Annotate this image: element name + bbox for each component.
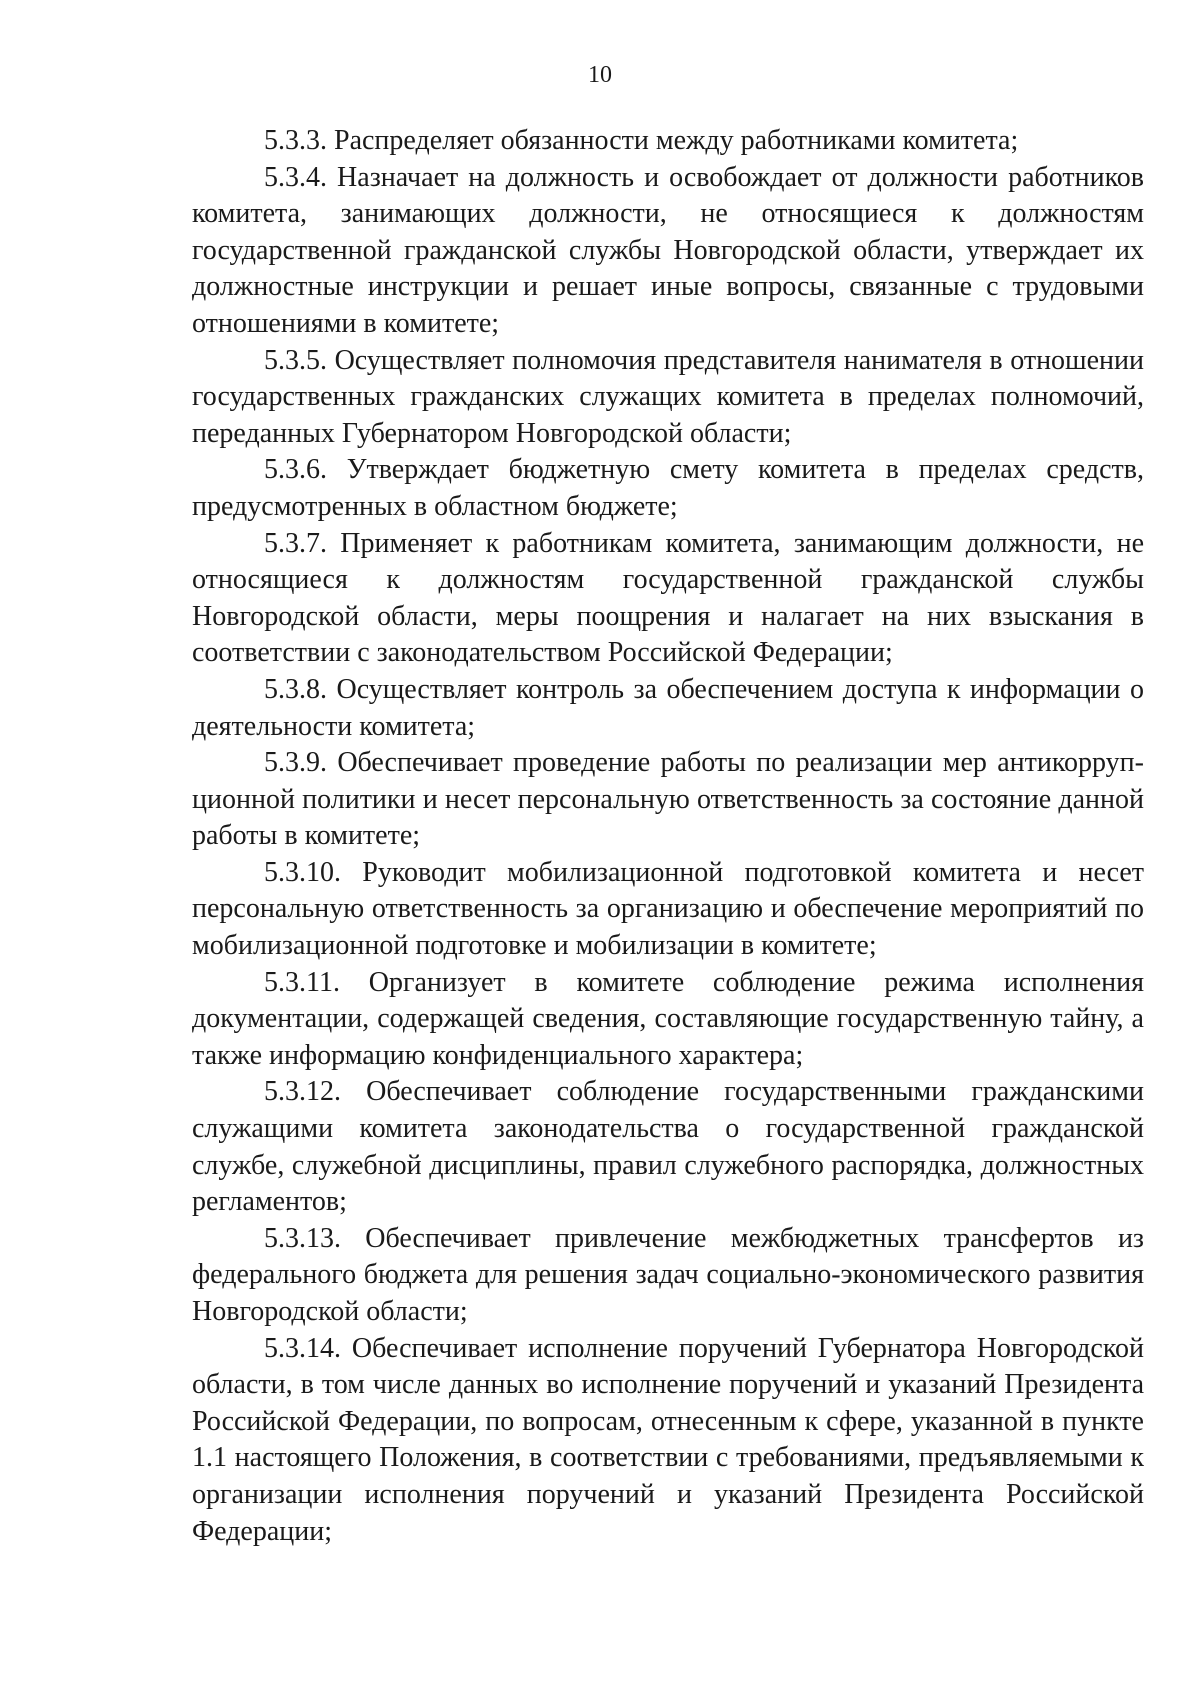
paragraph-5-3-5: 5.3.5. Осуществляет полномочия представителя нанимателя в отношении государственных гражданских служащих комитета в пределах полномочий, переданных Губернатором Новгородской области; [192,344,1144,449]
paragraph-5-3-14: 5.3.14. Обеспечивает исполнение поручений Губернатора Новгородской области, в том числе данных во исполнение поручений и указаний Президента Российской Федерации, по вопросам, отнесенным к сфере, указанной в пункте 1.1 настоящего Положения, в соответствии с требованиями, предъявляемыми к организации исполнения поручений и указаний Президента Российской Федерации; [192,1332,1144,1547]
paragraph-5-3-7: 5.3.7. Применяет к работникам комитета, занимающим должности, не относящиеся к должностям государственной гражданской службы Новгородской области, меры поощрения и налагает на них взыскания в соответствии с законодательством Российской Федерации; [192,527,1144,669]
page-number: 10 [588,62,612,88]
paragraph-5-3-12: 5.3.12. Обеспечивает соблюдение государственными гражданскими служащими комитета законодательства о государственной гражданской службе, служебной дисциплины, правил служебного распорядка, должностных регламентов; [192,1076,1144,1218]
paragraph-5-3-3: 5.3.3. Распределяет обязанности между работниками комитета; [264,125,1019,156]
paragraph-5-3-13: 5.3.13. Обеспечивает привлечение межбюджетных трансфертов из федерального бюджета для решения задач социально-экономического развития Новгородской области; [192,1222,1144,1327]
paragraph-5-3-9: 5.3.9. Обеспечивает проведение работы по реализации мер антикоррупционной политики и несет персональную ответственность за состояние данной работы в комитете; [192,747,1144,852]
paragraph-5-3-6: 5.3.6. Утверждает бюджетную смету комитета в пределах средств, предусмотренных в областном бюджете; [192,454,1144,522]
paragraph-5-3-4: 5.3.4. Назначает на должность и освобождает от должности работников комитета, занимающих должности, не относящиеся к должностям государственной гражданской службы Новгородской области, утверждает их должностные инструкции и решает иные вопросы, связанные с трудовыми отношениями в комитете; [192,161,1144,339]
document-body [192,123,1144,1550]
paragraph-5-3-8: 5.3.8. Осуществляет контроль за обеспечением доступа к информации о деятельности комитета; [192,673,1144,742]
paragraph-5-3-11: 5.3.11. Организует в комитете соблюдение режима исполнения документации, содержащей сведения, составляющие государственную тайну, а также информацию конфиденциального характера; [192,966,1144,1071]
paragraph-5-3-10: 5.3.10. Руководит мобилизационной подготовкой комитета и несет персональную ответственность за организацию и обеспечение мероприятий по мобилизационной подготовке и мобилизации в комитете; [192,856,1144,962]
